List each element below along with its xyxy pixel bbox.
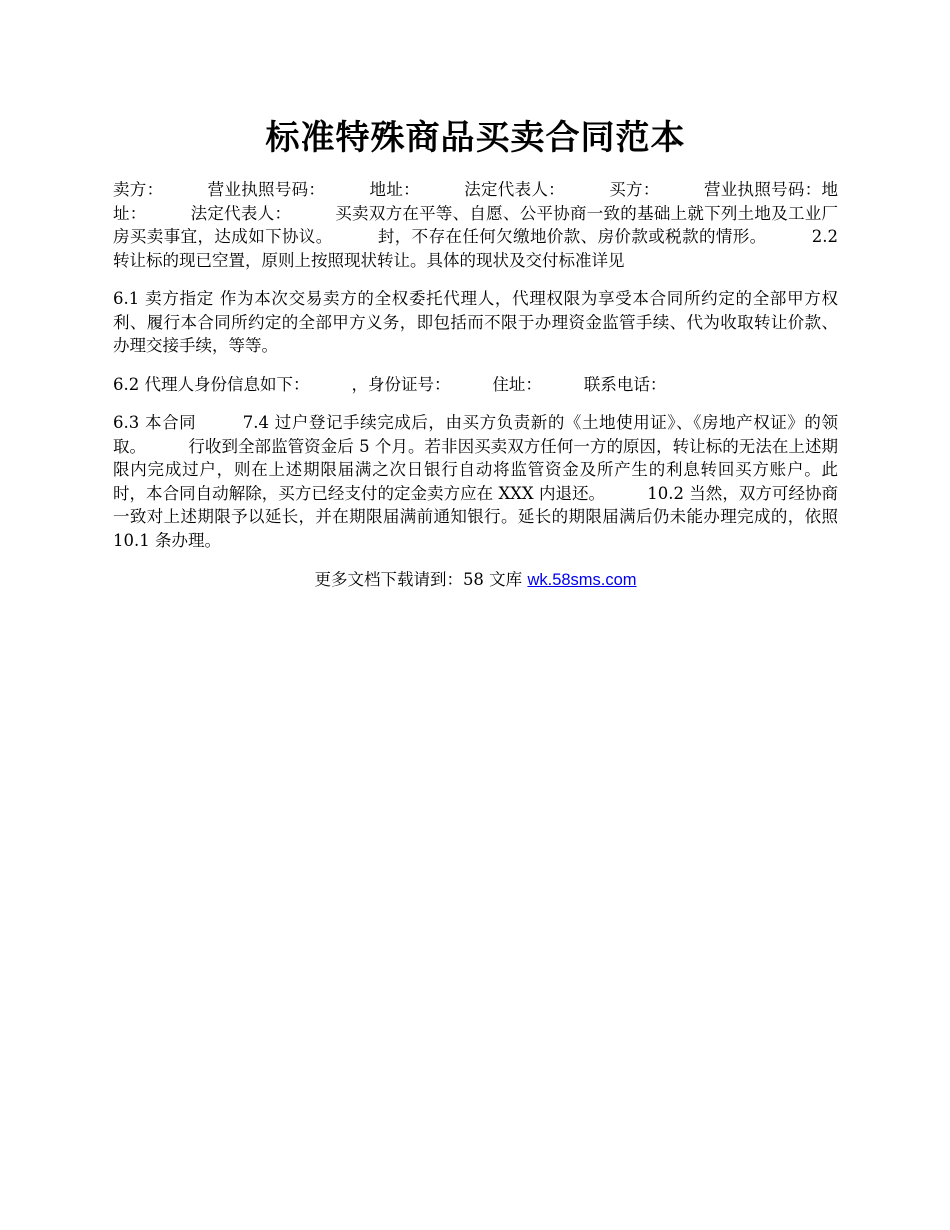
paragraph-parties: 卖方： 营业执照号码： 地址： 法定代表人： 买方： 营业执照号码：地址： 法定代表人： 买卖双方在平等、自愿、公平协商一致的基础上就下列土地及工业厂房买卖事宜，达成如下协议。 封，不存在任何欠缴地价款、房价款或税款的情形。 2.2 转让标的现已空置，原则上按照现状转让。具体的现状及交付标准详见 xyxy=(113,180,844,270)
paragraph-6-1: 6.1 卖方指定 作为本次交易卖方的全权委托代理人，代理权限为享受本合同所约定的全部甲方权利、履行本合同所约定的全部甲方义务，即包括而不限于办理资金监管手续、代为收取转让价款、办理交接手续，等等。 xyxy=(113,289,838,355)
footer-link[interactable]: wk.58sms.com xyxy=(527,571,637,589)
document-page xyxy=(113,112,844,593)
document-title: 标准特殊商品买卖合同范本 xyxy=(265,118,686,158)
paragraph-6-3: 6.3 本合同 7.4 过户登记手续完成后，由买方负责新的《土地使用证》、《房地产权证》的领取。 行收到全部监管资金后 5 个月。若非因买卖双方任何一方的原因，转让标的无法在上述期限内完成过户，则在上述期限届满之次日银行自动将监管资金及所产生的利息转回买方账户。此时，本合同自动解除，买方已经支付的定金卖方应在 XXX 内退还。 10.2 当然，双方可经协商一致对上述期限予以延长，并在期限届满前通知银行。延长的期限届满后仍未能办理完成的，依照 10.1 条办理。 xyxy=(113,413,844,550)
footer-text: 更多文档下载请到：58 文库 xyxy=(314,570,528,589)
footer xyxy=(113,568,838,593)
paragraph-6-2: 6.2 代理人身份信息如下： ，身份证号： 住址： 联系电话： xyxy=(113,374,667,394)
